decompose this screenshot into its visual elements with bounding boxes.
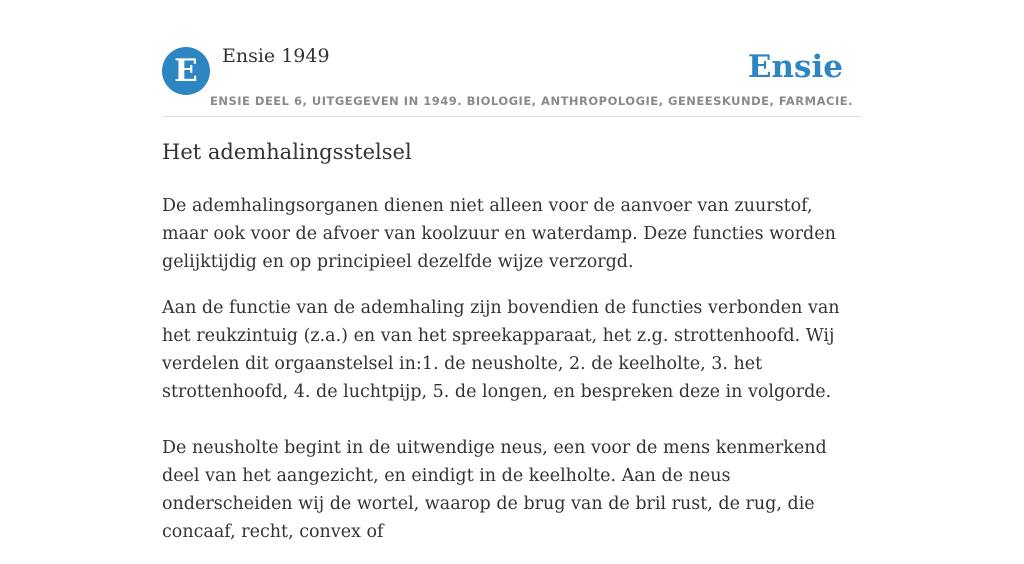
site-header: [162, 0, 862, 117]
site-title[interactable]: Ensie 1949: [222, 45, 330, 67]
ensie-logo[interactable]: E: [162, 47, 210, 95]
article-title: Het ademhalingsstelsel: [162, 140, 412, 164]
paragraph-3: De neusholte begint in de uitwendige neus, een voor de mens kenmerkend deel van het aangezicht, en eindigt in de keelholte. Aan de neus onderscheiden wij de wortel, waarop de brug van de bril rust, de rug, die concaaf, recht, convex of: [162, 438, 827, 542]
article-body: [162, 192, 862, 564]
paragraph-1: De ademhalingsorganen dienen niet alleen voor de aanvoer van zuurstof, maar ook voor de afvoer van koolzuur en waterdamp. Deze functies worden gelijktijdig en op principieel dezelfde wijze verzorgd.: [162, 196, 836, 272]
content-container: [162, 0, 862, 542]
brand-logo[interactable]: Ensie: [747, 49, 843, 85]
paragraph-2: Aan de functie van de ademhaling zijn bovendien de functies verbonden van het reukzintuig (z.a.) en van het spreekapparaat, het z.g. strottenhoofd. Wij verdelen dit orgaanstelsel in:1. de neusholte, 2. de keelholte, 3. het strottenhoofd, 4. de luchtpijp, 5. de longen, en bespreken deze in volgorde.: [162, 298, 840, 402]
edition-subtitle: ENSIE DEEL 6, UITGEGEVEN IN 1949. BIOLOGIE, ANTHROPOLOGIE, GENEESKUNDE, FARMACIE.: [210, 94, 853, 108]
